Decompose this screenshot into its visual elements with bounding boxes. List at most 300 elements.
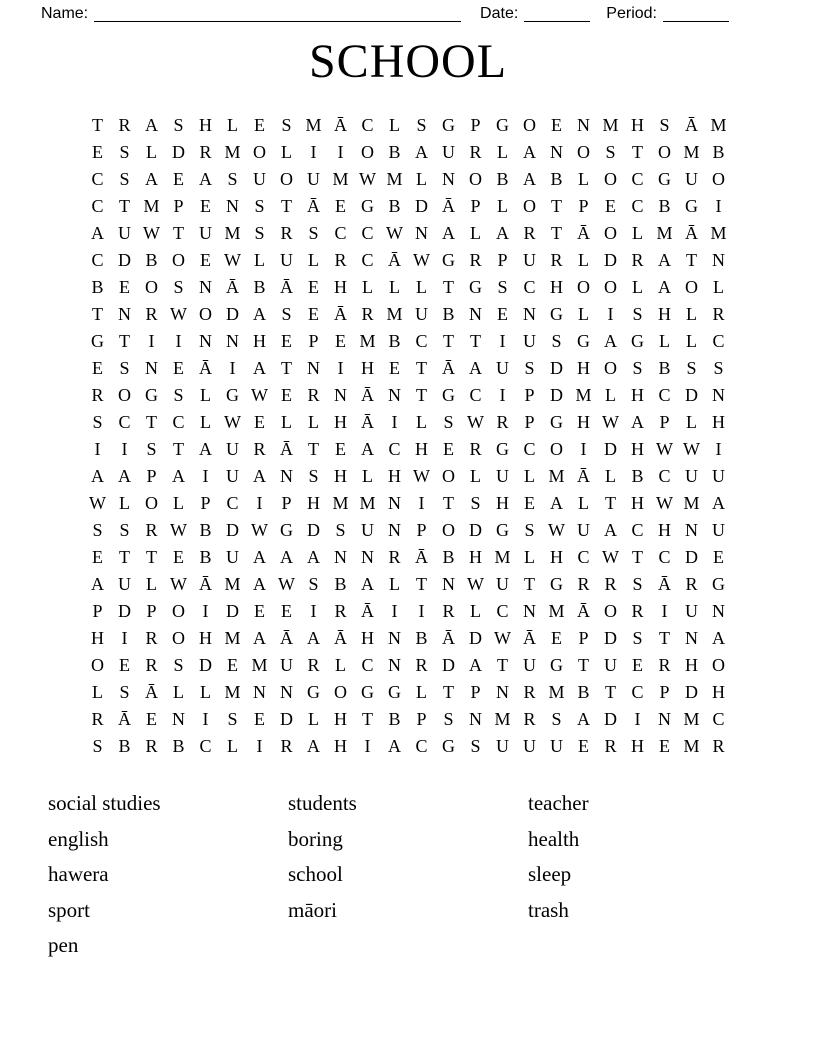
grid-letter: H	[550, 547, 563, 567]
grid-letter: G	[712, 574, 725, 594]
grid-letter: T	[524, 574, 535, 594]
grid-letter: P	[281, 493, 292, 513]
grid-letter: I	[418, 493, 425, 513]
grid-letter: E	[335, 439, 346, 459]
word-list-item: māori	[288, 897, 337, 922]
grid-row	[84, 409, 732, 436]
grid-letter: E	[254, 412, 265, 432]
grid-letter: R	[631, 250, 644, 270]
grid-letter: O	[91, 655, 104, 675]
grid-letter: A	[199, 439, 212, 459]
grid-letter: D	[172, 142, 185, 162]
grid-letter: E	[254, 115, 265, 135]
grid-letter: A	[253, 304, 266, 324]
grid-letter: T	[578, 655, 589, 675]
grid-letter: S	[713, 358, 724, 378]
grid-letter: N	[334, 385, 347, 405]
grid-letter: B	[199, 520, 212, 540]
grid-letter: S	[632, 574, 643, 594]
grid-letter: Ā	[280, 277, 293, 297]
grid-letter: A	[523, 169, 536, 189]
grid-letter: H	[577, 412, 590, 432]
word-list-item: teacher	[528, 791, 589, 815]
grid-letter: L	[200, 682, 211, 702]
grid-letter: W	[224, 412, 241, 432]
grid-letter: O	[118, 385, 131, 405]
grid-letter: L	[686, 331, 697, 351]
grid-letter: W	[170, 574, 187, 594]
grid-letter: U	[712, 520, 725, 540]
grid-letter: S	[632, 628, 643, 648]
grid-letter: N	[685, 628, 698, 648]
grid-letter: W	[683, 439, 700, 459]
grid-letter: I	[391, 412, 398, 432]
grid-letter: R	[604, 736, 617, 756]
grid-letter: P	[497, 250, 508, 270]
grid-letter: E	[173, 358, 184, 378]
grid-letter: H	[334, 412, 347, 432]
grid-letter: C	[388, 439, 401, 459]
grid-letter: U	[550, 736, 563, 756]
grid-letter: U	[685, 169, 698, 189]
grid-letter: U	[226, 547, 239, 567]
grid-letter: W	[89, 493, 106, 513]
grid-letter: M	[710, 223, 727, 243]
grid-letter: T	[443, 682, 454, 702]
grid-letter: W	[359, 169, 376, 189]
grid-letter: C	[496, 601, 509, 621]
grid-letter: R	[280, 223, 293, 243]
grid-letter: S	[632, 304, 643, 324]
grid-row	[84, 517, 732, 544]
grid-letter: N	[145, 358, 158, 378]
grid-letter: N	[712, 601, 725, 621]
grid-letter: H	[415, 439, 428, 459]
grid-letter: H	[577, 358, 590, 378]
grid-letter: G	[496, 439, 509, 459]
grid-letter: N	[388, 493, 401, 513]
grid-letter: E	[551, 115, 562, 135]
grid-letter: R	[604, 574, 617, 594]
grid-letter: Ā	[361, 385, 374, 405]
grid-letter: L	[389, 574, 400, 594]
grid-letter: I	[256, 736, 263, 756]
grid-letter: N	[550, 142, 563, 162]
grid-letter: S	[443, 709, 454, 729]
grid-letter: T	[146, 412, 157, 432]
grid-letter: B	[658, 358, 671, 378]
grid-letter: R	[577, 574, 590, 594]
grid-letter: I	[364, 736, 371, 756]
grid-letter: L	[416, 277, 427, 297]
grid-letter: L	[497, 142, 508, 162]
grid-letter: P	[470, 196, 481, 216]
grid-letter: N	[469, 304, 482, 324]
grid-letter: M	[332, 493, 349, 513]
grid-letter: T	[416, 385, 427, 405]
grid-letter: G	[550, 574, 563, 594]
grid-letter: L	[254, 250, 265, 270]
grid-letter: L	[308, 250, 319, 270]
grid-letter: Ā	[442, 358, 455, 378]
grid-letter: L	[416, 169, 427, 189]
grid-letter: A	[307, 628, 320, 648]
grid-letter: U	[361, 520, 374, 540]
grid-letter: O	[280, 169, 293, 189]
grid-letter: O	[253, 142, 266, 162]
grid-letter: W	[170, 304, 187, 324]
grid-letter: D	[118, 601, 131, 621]
grid-letter: W	[143, 223, 160, 243]
grid-letter: H	[253, 331, 266, 351]
grid-letter: T	[308, 439, 319, 459]
grid-letter: N	[361, 547, 374, 567]
grid-letter: O	[604, 223, 617, 243]
grid-letter: A	[631, 412, 644, 432]
grid-letter: S	[92, 412, 103, 432]
grid-letter: L	[389, 277, 400, 297]
grid-letter: G	[631, 331, 644, 351]
grid-letter: S	[254, 196, 265, 216]
grid-letter: I	[256, 493, 263, 513]
grid-row	[84, 652, 732, 679]
grid-letter: A	[604, 331, 617, 351]
grid-letter: B	[658, 196, 671, 216]
grid-letter: L	[119, 493, 130, 513]
grid-letter: B	[442, 304, 455, 324]
grid-letter: O	[172, 601, 185, 621]
grid-letter: N	[685, 520, 698, 540]
grid-letter: T	[443, 493, 454, 513]
period-label: Period:	[606, 5, 657, 22]
grid-letter: I	[337, 358, 344, 378]
grid-letter: E	[632, 655, 643, 675]
grid-letter: A	[172, 466, 185, 486]
grid-letter: M	[332, 169, 349, 189]
grid-letter: G	[496, 520, 509, 540]
date-blank-line	[524, 5, 590, 22]
grid-letter: L	[578, 250, 589, 270]
grid-row	[84, 598, 732, 625]
grid-letter: A	[145, 169, 158, 189]
grid-letter: M	[683, 736, 700, 756]
grid-letter: T	[92, 115, 103, 135]
grid-letter: S	[308, 574, 319, 594]
grid-letter: E	[173, 169, 184, 189]
grid-letter: M	[224, 223, 241, 243]
grid-letter: H	[631, 493, 644, 513]
grid-row	[84, 220, 732, 247]
word-list-item: social studies	[48, 791, 161, 815]
grid-letter: Ā	[145, 682, 158, 702]
grid-letter: R	[334, 601, 347, 621]
grid-letter: C	[172, 412, 185, 432]
grid-letter: T	[632, 142, 643, 162]
grid-letter: I	[607, 304, 614, 324]
grid-letter: O	[712, 655, 725, 675]
grid-letter: D	[226, 520, 239, 540]
grid-letter: R	[307, 385, 320, 405]
grid-letter: L	[173, 493, 184, 513]
grid-letter: M	[224, 628, 241, 648]
grid-letter: B	[388, 196, 401, 216]
grid-letter: I	[580, 439, 587, 459]
grid-letter: M	[494, 547, 511, 567]
grid-letter: A	[91, 466, 104, 486]
grid-letter: O	[172, 628, 185, 648]
grid-letter: S	[119, 142, 130, 162]
grid-letter: N	[226, 196, 239, 216]
grid-letter: M	[224, 142, 241, 162]
word-list-item: english	[48, 826, 109, 851]
grid-letter: H	[712, 412, 725, 432]
grid-letter: S	[686, 358, 697, 378]
grid-letter: S	[551, 331, 562, 351]
grid-letter: W	[602, 412, 619, 432]
grid-letter: R	[496, 412, 509, 432]
grid-letter: E	[254, 709, 265, 729]
grid-letter: N	[307, 358, 320, 378]
grid-letter: I	[661, 601, 668, 621]
grid-letter: N	[199, 277, 212, 297]
grid-letter: L	[308, 709, 319, 729]
grid-letter: E	[92, 358, 103, 378]
grid-letter: D	[469, 520, 482, 540]
grid-letter: A	[658, 277, 671, 297]
grid-letter: A	[253, 628, 266, 648]
grid-letter: R	[523, 223, 536, 243]
grid-letter: L	[605, 385, 616, 405]
grid-letter: T	[173, 439, 184, 459]
grid-letter: C	[523, 277, 536, 297]
grid-letter: A	[199, 169, 212, 189]
grid-letter: R	[469, 439, 482, 459]
grid-letter: S	[551, 709, 562, 729]
grid-letter: C	[658, 385, 671, 405]
grid-letter: G	[550, 304, 563, 324]
grid-letter: Ā	[415, 547, 428, 567]
grid-letter: C	[631, 169, 644, 189]
grid-letter: N	[118, 304, 131, 324]
grid-letter: T	[119, 196, 130, 216]
word-list-item: school	[288, 862, 343, 886]
grid-letter: R	[280, 736, 293, 756]
grid-letter: H	[658, 520, 671, 540]
grid-letter: G	[442, 385, 455, 405]
grid-letter: I	[202, 601, 209, 621]
grid-letter: B	[577, 682, 590, 702]
grid-letter: U	[226, 439, 239, 459]
grid-letter: I	[310, 142, 317, 162]
grid-letter: A	[388, 736, 401, 756]
grid-letter: W	[413, 466, 430, 486]
grid-letter: C	[631, 520, 644, 540]
name-blank-line	[94, 5, 461, 22]
grid-letter: B	[118, 736, 131, 756]
grid-letter: L	[578, 304, 589, 324]
grid-letter: U	[523, 331, 536, 351]
grid-letter: H	[334, 466, 347, 486]
grid-letter: D	[442, 655, 455, 675]
grid-letter: U	[199, 223, 212, 243]
grid-letter: W	[548, 520, 565, 540]
grid-letter: E	[92, 142, 103, 162]
grid-letter: C	[631, 682, 644, 702]
grid-letter: L	[308, 412, 319, 432]
grid-letter: T	[416, 358, 427, 378]
grid-letter: E	[389, 358, 400, 378]
grid-letter: H	[334, 736, 347, 756]
grid-letter: O	[145, 277, 158, 297]
grid-letter: E	[281, 601, 292, 621]
grid-letter: N	[712, 250, 725, 270]
grid-letter: S	[227, 169, 238, 189]
grid-letter: U	[523, 655, 536, 675]
grid-letter: W	[251, 385, 268, 405]
grid-letter: E	[443, 439, 454, 459]
grid-letter: L	[578, 493, 589, 513]
grid-letter: O	[361, 142, 374, 162]
grid-letter: H	[388, 466, 401, 486]
grid-letter: S	[146, 439, 157, 459]
word-list-item: pen	[48, 933, 79, 957]
grid-letter: N	[658, 709, 671, 729]
grid-row	[84, 490, 732, 517]
grid-letter: L	[281, 412, 292, 432]
grid-letter: U	[712, 466, 725, 486]
grid-letter: Ā	[280, 439, 293, 459]
grid-letter: S	[308, 223, 319, 243]
grid-letter: Ā	[685, 223, 698, 243]
grid-letter: L	[632, 277, 643, 297]
grid-letter: D	[604, 628, 617, 648]
grid-letter: O	[523, 115, 536, 135]
grid-letter: E	[308, 304, 319, 324]
grid-letter: Ā	[577, 223, 590, 243]
grid-letter: Ā	[226, 277, 239, 297]
grid-letter: A	[577, 709, 590, 729]
grid-letter: A	[712, 628, 725, 648]
grid-letter: N	[388, 628, 401, 648]
grid-letter: M	[143, 196, 160, 216]
grid-letter: D	[280, 709, 293, 729]
grid-letter: P	[173, 196, 184, 216]
grid-letter: E	[578, 736, 589, 756]
grid-letter: H	[361, 358, 374, 378]
grid-letter: D	[469, 628, 482, 648]
grid-letter: I	[148, 331, 155, 351]
grid-letter: C	[199, 736, 212, 756]
grid-letter: M	[359, 493, 376, 513]
grid-letter: L	[227, 736, 238, 756]
grid-letter: S	[227, 709, 238, 729]
grid-letter: R	[712, 304, 725, 324]
grid-letter: P	[470, 682, 481, 702]
grid-letter: R	[523, 682, 536, 702]
grid-letter: E	[92, 547, 103, 567]
grid-letter: G	[307, 682, 320, 702]
grid-letter: L	[416, 412, 427, 432]
grid-letter: T	[173, 223, 184, 243]
grid-letter: M	[602, 115, 619, 135]
grid-letter: L	[281, 142, 292, 162]
grid-letter: W	[467, 574, 484, 594]
grid-letter: L	[713, 277, 724, 297]
grid-row	[84, 139, 732, 166]
grid-letter: T	[659, 628, 670, 648]
grid-letter: E	[173, 547, 184, 567]
grid-letter: B	[388, 709, 401, 729]
grid-letter: D	[604, 709, 617, 729]
grid-letter: R	[442, 601, 455, 621]
word-list-item: boring	[288, 826, 343, 851]
grid-letter: G	[658, 169, 671, 189]
grid-letter: I	[337, 142, 344, 162]
grid-letter: W	[494, 628, 511, 648]
grid-letter: C	[523, 439, 536, 459]
grid-letter: M	[548, 601, 565, 621]
grid-letter: T	[605, 682, 616, 702]
grid-letter: T	[632, 547, 643, 567]
grid-letter: O	[658, 142, 671, 162]
grid-letter: S	[92, 520, 103, 540]
grid-letter: U	[118, 223, 131, 243]
grid-letter: R	[145, 628, 158, 648]
grid-letter: D	[604, 439, 617, 459]
grid-letter: N	[280, 466, 293, 486]
grid-letter: W	[386, 223, 403, 243]
grid-letter: W	[656, 439, 673, 459]
grid-letter: R	[658, 655, 671, 675]
grid-letter: M	[386, 169, 403, 189]
grid-letter: N	[253, 682, 266, 702]
grid-letter: N	[712, 385, 725, 405]
word-list	[48, 786, 816, 964]
grid-letter: O	[172, 250, 185, 270]
grid-letter: A	[307, 736, 320, 756]
grid-letter: D	[226, 304, 239, 324]
grid-letter: B	[253, 277, 266, 297]
grid-letter: C	[658, 466, 671, 486]
grid-letter: A	[550, 493, 563, 513]
grid-letter: A	[253, 574, 266, 594]
grid-letter: R	[145, 736, 158, 756]
grid-letter: G	[442, 736, 455, 756]
grid-letter: C	[361, 655, 374, 675]
grid-letter: M	[386, 304, 403, 324]
grid-letter: R	[415, 655, 428, 675]
grid-letter: H	[361, 628, 374, 648]
grid-letter: E	[200, 250, 211, 270]
grid-letter: A	[604, 520, 617, 540]
grid-letter: B	[550, 169, 563, 189]
grid-letter: L	[470, 601, 481, 621]
grid-letter: P	[92, 601, 103, 621]
grid-letter: N	[388, 655, 401, 675]
grid-row	[84, 625, 732, 652]
word-list-item: sport	[48, 897, 90, 922]
grid-letter: T	[362, 709, 373, 729]
grid-letter: S	[173, 115, 184, 135]
grid-letter: H	[469, 547, 482, 567]
grid-letter: G	[442, 250, 455, 270]
grid-letter: P	[200, 493, 211, 513]
grid-letter: O	[685, 277, 698, 297]
grid-letter: M	[683, 493, 700, 513]
grid-letter: U	[280, 655, 293, 675]
grid-letter: S	[632, 358, 643, 378]
grid-letter: D	[604, 250, 617, 270]
